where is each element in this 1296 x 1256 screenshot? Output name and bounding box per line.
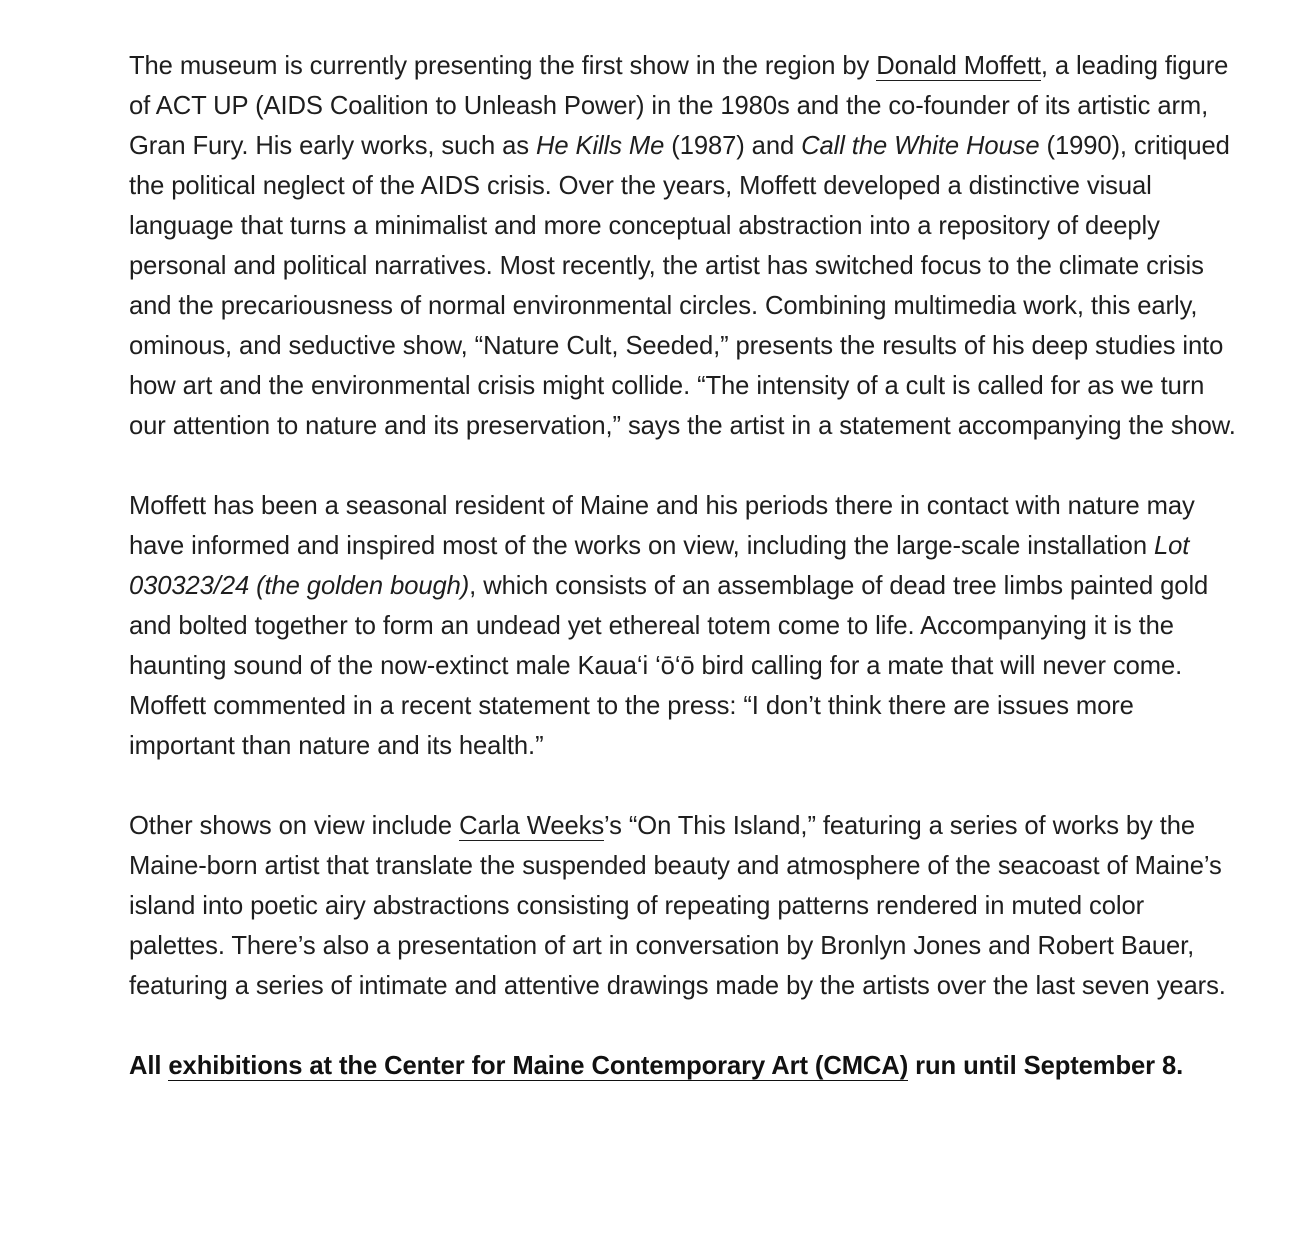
paragraph-exhibition-dates — [129, 1046, 1239, 1086]
text-segment: ’s “On This Island,” featuring a series of works by the Maine-born artist that translate the suspended beauty and atmosphere of the seacoast of Maine’s island into poetic airy abstractions consisting of repeating patterns rendered in muted color palettes. There’s also a presentation of art in conversation by Bronlyn Jones and Robert Bauer, featuring a series of intimate and attentive drawings made by the artists over the last seven years. — [129, 812, 1226, 1000]
work-title-golden-bough: Lot 030323/24 (the golden bough) — [129, 532, 1190, 600]
donald-moffett-link[interactable]: Donald Moffett — [876, 52, 1041, 80]
text-segment: (1990), critiqued the political neglect of the AIDS crisis. Over the years, Moffett developed a distinctive visual language that turns a minimalist and more conceptual abstraction into a repository of deeply personal and political narratives. Most recently, the artist has switched focus to the climate crisis and the precariousness of normal environmental circles. Combining multimedia work, this early, ominous, and seductive show, “Nature Cult, Seeded,” presents the results of his deep studies into how art and the environmental crisis might collide. “The intensity of a cult is called for as we turn our attention to nature and its preservation,” says the artist in a statement accompanying the show. — [129, 132, 1236, 440]
paragraph-moffett-intro — [129, 46, 1239, 446]
work-title-he-kills-me: He Kills Me — [535, 132, 665, 160]
carla-weeks-link[interactable]: Carla Weeks — [459, 812, 605, 840]
text-segment: The museum is currently presenting the first show in the region by — [129, 52, 877, 80]
text-segment: Other shows on view include — [129, 812, 460, 840]
text-segment: , a leading figure of ACT UP (AIDS Coalition to Unleash Power) in the 1980s and the co-founder of its artistic arm, Gran Fury. His early works, such as — [129, 52, 1229, 160]
text-segment: run until September 8. — [908, 1052, 1184, 1080]
text-segment: , which consists of an assemblage of dead tree limbs painted gold and bolted together to form an undead yet ethereal totem come to life. Accompanying it is the haunting sound of the now-extinct male Kaua‘i ‘ō‘ō bird calling for a mate that will never come. Moffett commented in a recent statement to the press: “I don’t think there are issues more important than nature and its health.” — [129, 572, 1209, 760]
article-body — [129, 46, 1239, 1086]
work-title-call-the-white-house: Call the White House — [801, 132, 1040, 160]
paragraph-other-shows — [129, 806, 1239, 1006]
text-segment: Moffett has been a seasonal resident of Maine and his periods there in contact with nature may have informed and inspired most of the works on view, including the large-scale installation — [129, 492, 1195, 560]
text-segment: (1987) and — [664, 132, 802, 160]
cmca-exhibitions-link[interactable]: exhibitions at the Center for Maine Contemporary Art (CMCA) — [168, 1052, 909, 1080]
paragraph-maine-works — [129, 486, 1239, 766]
text-segment: All — [129, 1052, 169, 1080]
